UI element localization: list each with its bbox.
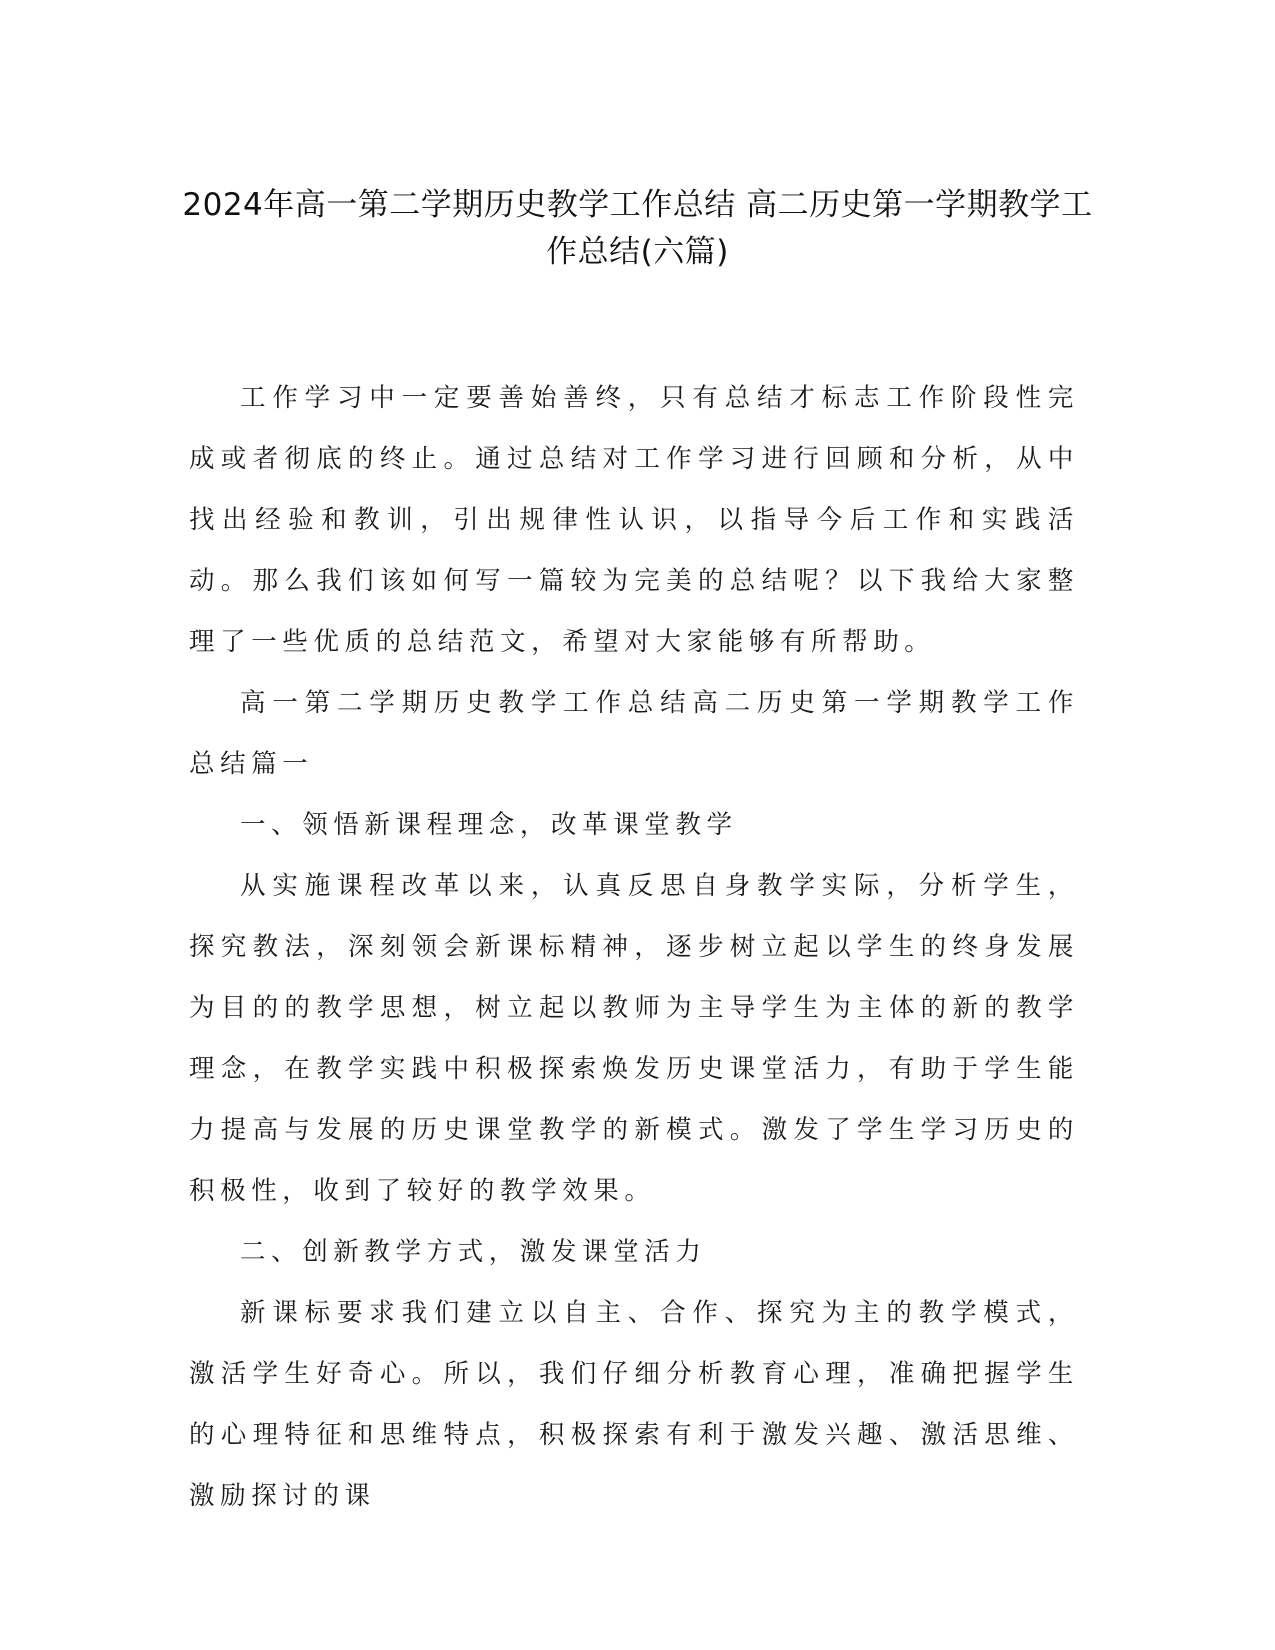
- section-heading: 高一第二学期历史教学工作总结高二历史第一学期教学工作总结篇一: [189, 688, 1079, 779]
- document-title: 2024年高一第二学期历史教学工作总结 高二历史第一学期教学工作总结(六篇): [182, 187, 1093, 270]
- document-body: [189, 368, 1079, 1527]
- subheading-one: 一、领悟新课程理念，改革课堂教学: [240, 810, 738, 840]
- body-paragraph: 从实施课程改革以来，认真反思自身教学实际，分析学生，探究教法，深刻领会新课标精神，逐步树立起以学生的终身发展为目的的教学思想，树立起以教师为主导学生为主体的新的教学理念，在教学实践中积极探索焕发历史课堂活力，有助于学生能力提高与发展的历史课堂教学的新模式。激发了学生学习历史的积极性，收到了较好的教学效果。: [189, 871, 1079, 1206]
- intro-paragraph: 工作学习中一定要善始善终，只有总结才标志工作阶段性完成或者彻底的终止。通过总结对工作学习进行回顾和分析，从中找出经验和教训，引出规律性认识，以指导今后工作和实践活动。那么我们该如何写一篇较为完美的总结呢？以下我给大家整理了一些优质的总结范文，希望对大家能够有所帮助。: [189, 383, 1079, 657]
- subheading-two: 二、创新教学方式，激发课堂活力: [240, 1237, 707, 1267]
- body-paragraph: 新课标要求我们建立以自主、合作、探究为主的教学模式，激活学生好奇心。所以，我们仔细分析教育心理，准确把握学生的心理特征和思维特点，积极探索有利于激发兴趣、激活思维、激励探讨的课: [189, 1298, 1079, 1511]
